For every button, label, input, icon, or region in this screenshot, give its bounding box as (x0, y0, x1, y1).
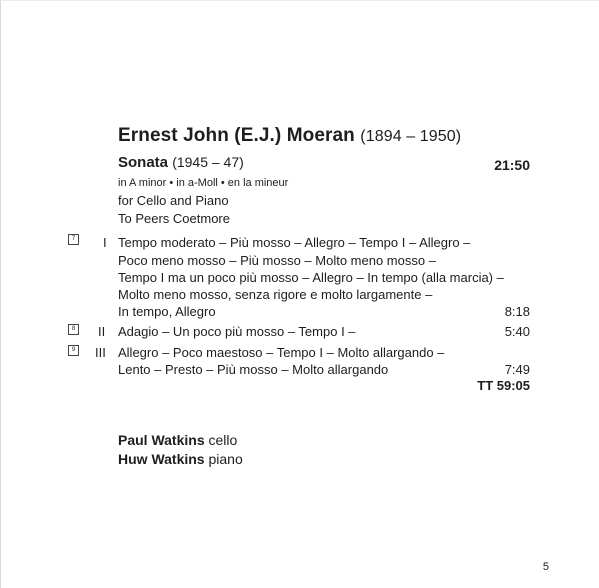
performer-role: piano (208, 451, 243, 467)
movement-line: Poco meno mosso – Più mosso – Molto meno mosso – (118, 253, 436, 268)
composer-heading (118, 125, 461, 147)
work-title (118, 154, 244, 171)
performer-role: cello (208, 432, 238, 448)
movement-number: III (95, 345, 106, 360)
total-time: TT 59:05 (477, 378, 530, 393)
work-key: in A minor • in a-Moll • en la mineur (118, 177, 289, 189)
performer-name: Huw Watkins (118, 451, 205, 467)
work-scoring: for Cello and Piano (118, 193, 229, 208)
track-number-box: 9 (68, 345, 79, 356)
movement-line: In tempo, Allegro (118, 304, 216, 319)
work-duration: 21:50 (494, 157, 530, 173)
movement-duration: 7:49 (504, 362, 530, 377)
performer-entry (118, 432, 237, 448)
work-dedication: To Peers Coetmore (118, 211, 230, 226)
work-years: (1945 – 47) (172, 154, 244, 170)
movement-line: Molto meno mosso, senza rigore e molto largamente – (118, 287, 433, 302)
track-number-box: 8 (68, 324, 79, 335)
movement-line: Adagio – Un poco più mosso – Tempo I – (118, 324, 356, 339)
movement-number: II (98, 324, 106, 339)
movement-line: Allegro – Poco maestoso – Tempo I – Molto allargando – (118, 345, 445, 360)
movement-line: Tempo moderato – Più mosso – Allegro – Tempo I – Allegro – (118, 235, 471, 250)
movement-number: I (103, 235, 107, 250)
composer-name: Ernest John (E.J.) Moeran (118, 125, 355, 146)
composer-dates: (1894 – 1950) (360, 128, 462, 145)
performer-entry (118, 451, 243, 467)
movement-line: Lento – Presto – Più mosso – Molto allargando (118, 362, 389, 377)
movement-line: Tempo I ma un poco più mosso – Allegro – In tempo (alla marcia) – (118, 270, 504, 285)
work-name: Sonata (118, 154, 169, 171)
movement-duration: 5:40 (504, 324, 530, 339)
performer-name: Paul Watkins (118, 432, 205, 448)
page-number: 5 (542, 561, 549, 573)
track-number-box: 7 (68, 234, 79, 245)
movement-duration: 8:18 (504, 304, 530, 319)
